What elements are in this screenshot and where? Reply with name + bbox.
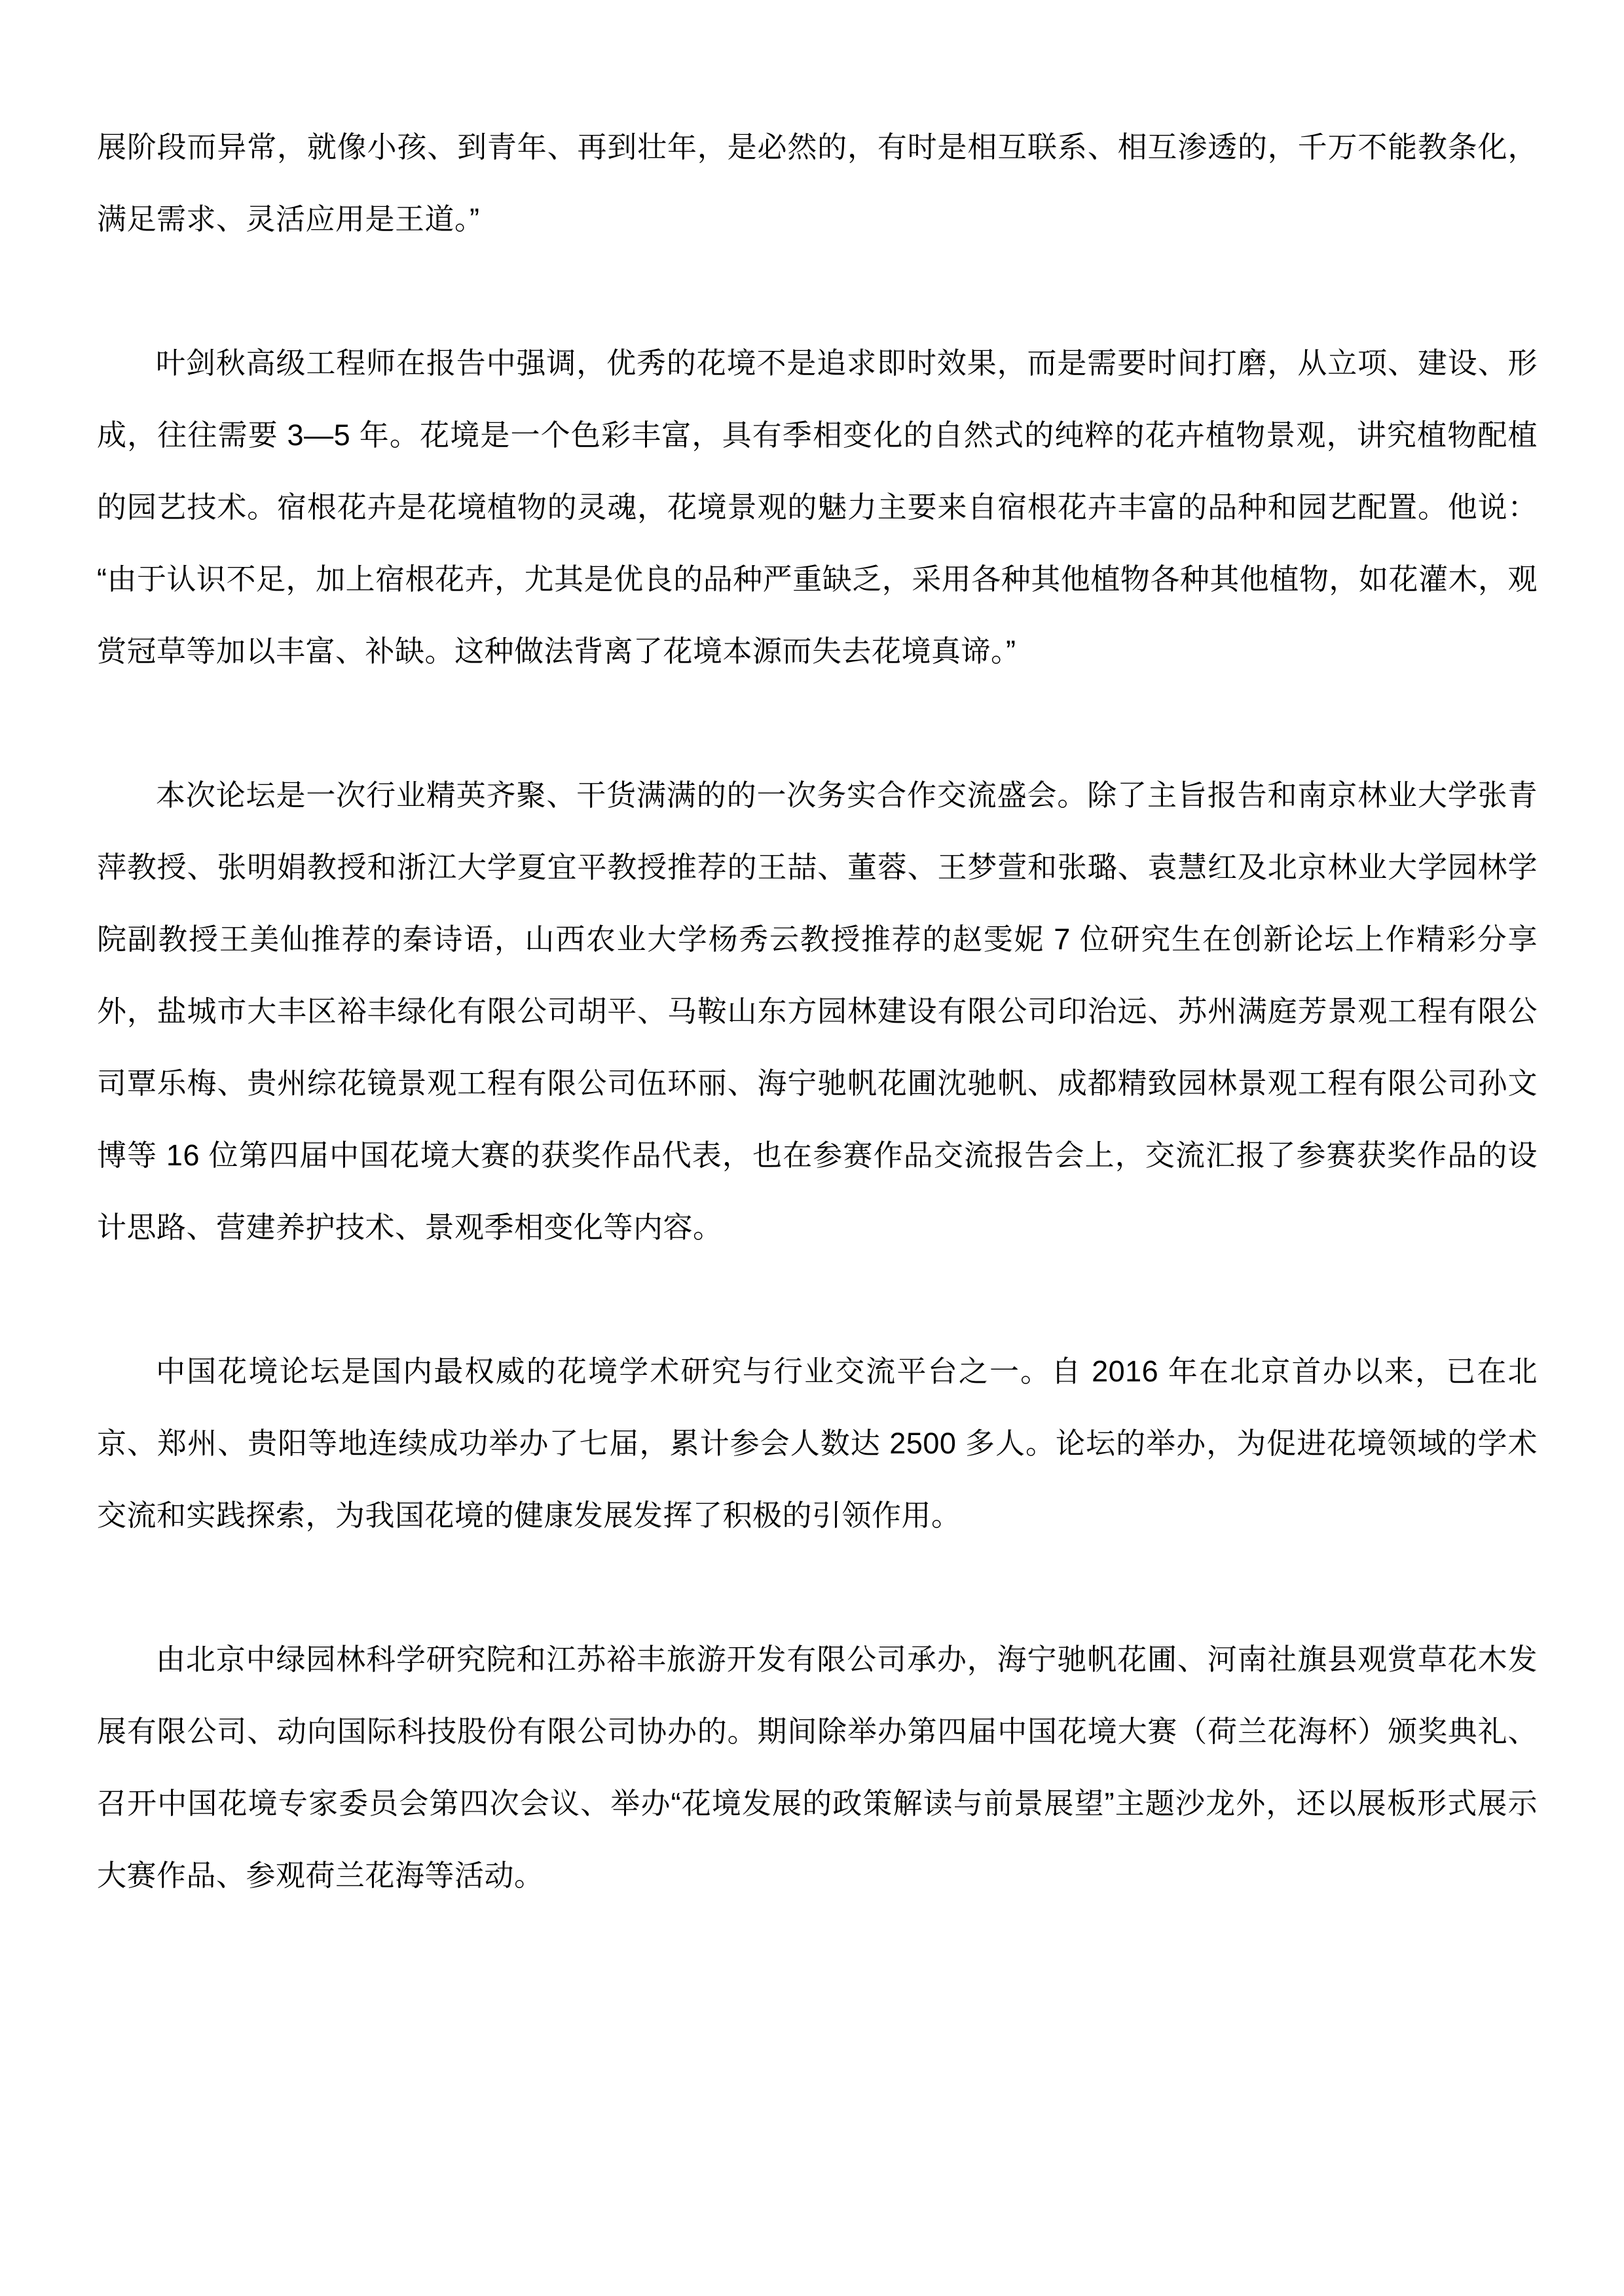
paragraph-organizers-activities: 由北京中绿园林科学研究院和江苏裕丰旅游开发有限公司承办，海宁驰帆花圃、河南社旗县观赏草花木发展有限公司、动向国际科技股份有限公司协办的。期间除举办第四届中国花境大赛（荷兰花海杯）颁奖典礼、召开中国花境专家委员会第四次会议、举办“花境发展的政策解读与前景展望”主题沙龙外，还以展板形式展示大赛作品、参观荷兰花海等活动。 xyxy=(97,1643,1538,1892)
document-body xyxy=(97,111,1538,1912)
paragraph-forum-participants: 本次论坛是一次行业精英齐聚、干货满满的的一次务实合作交流盛会。除了主旨报告和南京林业大学张青萍教授、张明娟教授和浙江大学夏宜平教授推荐的王喆、董蓉、王梦萱和张璐、袁慧红及北京林业大学园林学院副教授王美仙推荐的秦诗语，山西农业大学杨秀云教授推荐的赵雯妮 7 位研究生在创新论坛上作精彩分享外，盐城市大丰区裕丰绿化有限公司胡平、马鞍山东方园林建设有限公司印治远、苏州满庭芳景观工程有限公司覃乐梅、贵州综花镜景观工程有限公司伍环丽、海宁驰帆花圃沈驰帆、成都精致园林景观工程有限公司孙文博等 16 位第四届中国花境大赛的获奖作品代表，也在参赛作品交流报告会上，交流汇报了参赛获奖作品的设计思路、营建养护技术、景观季相变化等内容。 xyxy=(97,778,1538,1244)
paragraph-ye-jianqiu-report: 叶剑秋高级工程师在报告中强调，优秀的花境不是追求即时效果，而是需要时间打磨，从立项、建设、形成，往往需要 3—5 年。花境是一个色彩丰富，具有季相变化的自然式的纯粹的花卉植物景观，讲究植物配植的园艺技术。宿根花卉是花境植物的灵魂，花境景观的魅力主要来自宿根花卉丰富的品种和园艺配置。他说：“由于认识不足，加上宿根花卉，尤其是优良的品种严重缺乏，采用各种其他植物各种其他植物，如花灌木，观赏冠草等加以丰富、补缺。这种做法背离了花境本源而失去花境真谛。” xyxy=(97,346,1538,668)
paragraph-forum-history: 中国花境论坛是国内最权威的花境学术研究与行业交流平台之一。自 2016 年在北京首办以来，已在北京、郑州、贵阳等地连续成功举办了七届，累计参会人数达 2500 多人。论坛的举办，为促进花境领域的学术交流和实践探索，为我国花境的健康发展发挥了积极的引领作用。 xyxy=(97,1355,1538,1532)
paragraph-continuation: 展阶段而异常，就像小孩、到青年、再到壮年，是必然的，有时是相互联系、相互渗透的，千万不能教条化，满足需求、灵活应用是王道。” xyxy=(97,130,1538,236)
